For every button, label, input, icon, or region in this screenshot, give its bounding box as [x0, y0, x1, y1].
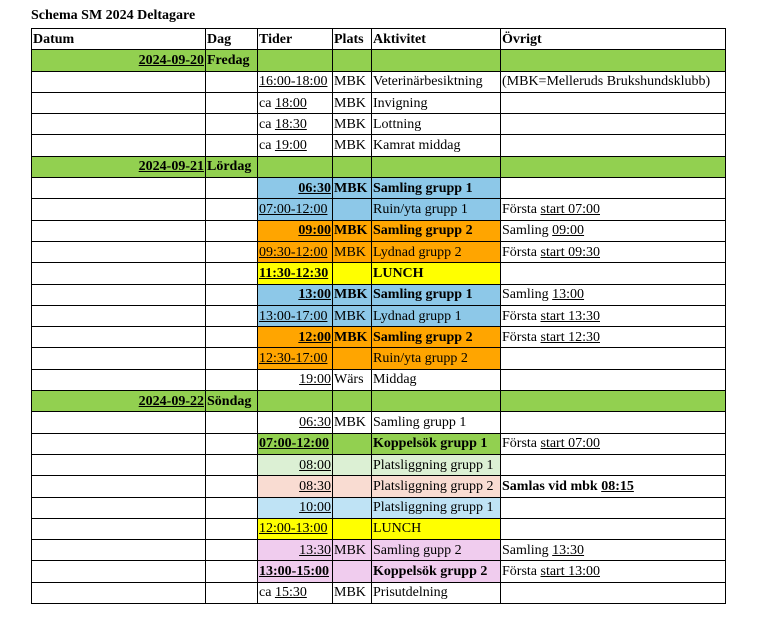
activity-cell: Lydnad grupp 1	[372, 305, 501, 326]
activity-cell: Lydnad grupp 2	[372, 241, 501, 262]
place-cell: MBK	[333, 178, 372, 199]
time-cell: 08:00	[258, 454, 333, 475]
time-cell: ca 18:30	[258, 114, 333, 135]
table-row	[32, 263, 726, 284]
place-cell	[333, 199, 372, 220]
activity-cell: Samling grupp 1	[372, 178, 501, 199]
place-cell	[333, 497, 372, 518]
note-cell: Samling 09:00	[501, 220, 726, 241]
time-cell: 08:30	[258, 476, 333, 497]
table-row	[32, 561, 726, 582]
place-cell	[333, 518, 372, 539]
table-row	[32, 92, 726, 113]
table-row	[32, 540, 726, 561]
place-cell	[333, 348, 372, 369]
table-row	[32, 199, 726, 220]
note-cell: Första start 07:00	[501, 199, 726, 220]
time-cell: 10:00	[258, 497, 333, 518]
table-row	[32, 71, 726, 92]
date-cell: 2024-09-20	[32, 50, 206, 71]
table-row	[32, 433, 726, 454]
activity-cell: Samling grupp 1	[372, 412, 501, 433]
activity-cell: LUNCH	[372, 263, 501, 284]
place-cell	[333, 454, 372, 475]
day-header-row	[32, 156, 726, 177]
activity-cell: Platsliggning grupp 2	[372, 476, 501, 497]
place-cell: MBK	[333, 327, 372, 348]
time-cell: 07:00-12:00	[258, 433, 333, 454]
place-cell: MBK	[333, 540, 372, 561]
table-row	[32, 454, 726, 475]
header-datum: Datum	[32, 29, 206, 50]
activity-cell: Platsliggning grupp 1	[372, 454, 501, 475]
table-row	[32, 582, 726, 603]
day-cell: Lördag	[206, 156, 258, 177]
place-cell: MBK	[333, 284, 372, 305]
note-cell: Samling 13:30	[501, 540, 726, 561]
place-cell: MBK	[333, 92, 372, 113]
table-row	[32, 114, 726, 135]
place-cell: MBK	[333, 135, 372, 156]
note-cell: Första start 13:30	[501, 305, 726, 326]
header-ovrigt: Övrigt	[501, 29, 726, 50]
header-plats: Plats	[333, 29, 372, 50]
table-row	[32, 241, 726, 262]
time-cell: 06:30	[258, 178, 333, 199]
table-row	[32, 284, 726, 305]
time-cell: ca 18:00	[258, 92, 333, 113]
note-cell: Samling 13:00	[501, 284, 726, 305]
activity-cell: Prisutdelning	[372, 582, 501, 603]
time-cell: 12:00	[258, 327, 333, 348]
activity-cell: Koppelsök grupp 1	[372, 433, 501, 454]
table-row	[32, 220, 726, 241]
place-cell	[333, 263, 372, 284]
activity-cell: Kamrat middag	[372, 135, 501, 156]
day-cell: Fredag	[206, 50, 258, 71]
header-row	[32, 29, 726, 50]
time-cell: 09:30-12:00	[258, 241, 333, 262]
activity-cell: Koppelsök grupp 2	[372, 561, 501, 582]
place-cell	[333, 561, 372, 582]
header-dag: Dag	[206, 29, 258, 50]
activity-cell: Ruin/yta grupp 2	[372, 348, 501, 369]
time-cell: 13:00-15:00	[258, 561, 333, 582]
time-cell: 13:00-17:00	[258, 305, 333, 326]
note-cell: (MBK=Melleruds Brukshundsklubb)	[501, 71, 726, 92]
note-cell: Samlas vid mbk 08:15	[501, 476, 726, 497]
table-row	[32, 135, 726, 156]
activity-cell: Veterinärbesiktning	[372, 71, 501, 92]
table-row	[32, 327, 726, 348]
time-cell: 19:00	[258, 369, 333, 390]
date-cell: 2024-09-22	[32, 391, 206, 412]
table-row	[32, 412, 726, 433]
time-cell: 12:00-13:00	[258, 518, 333, 539]
day-cell: Söndag	[206, 391, 258, 412]
place-cell: MBK	[333, 220, 372, 241]
place-cell	[333, 433, 372, 454]
activity-cell: Platsliggning grupp 1	[372, 497, 501, 518]
time-cell: 11:30-12:30	[258, 263, 333, 284]
place-cell: Wärs	[333, 369, 372, 390]
place-cell: MBK	[333, 71, 372, 92]
note-cell: Första start 13:00	[501, 561, 726, 582]
activity-cell: Samling grupp 2	[372, 220, 501, 241]
document-title: Schema SM 2024 Deltagare	[31, 8, 196, 23]
table-row	[32, 369, 726, 390]
schedule-table	[31, 28, 726, 604]
place-cell: MBK	[333, 114, 372, 135]
day-header-row	[32, 50, 726, 71]
table-row	[32, 178, 726, 199]
time-cell: 16:00-18:00	[258, 71, 333, 92]
day-header-row	[32, 391, 726, 412]
note-cell: Första start 07:00	[501, 433, 726, 454]
time-cell: 09:00	[258, 220, 333, 241]
table-row	[32, 476, 726, 497]
activity-cell: Ruin/yta grupp 1	[372, 199, 501, 220]
time-cell: 07:00-12:00	[258, 199, 333, 220]
time-cell: ca 15:30	[258, 582, 333, 603]
table-row	[32, 518, 726, 539]
activity-cell: Lottning	[372, 114, 501, 135]
time-cell: 12:30-17:00	[258, 348, 333, 369]
header-tider: Tider	[258, 29, 333, 50]
activity-cell: Samling grupp 2	[372, 327, 501, 348]
time-cell: 06:30	[258, 412, 333, 433]
time-cell: 13:30	[258, 540, 333, 561]
activity-cell: LUNCH	[372, 518, 501, 539]
place-cell: MBK	[333, 305, 372, 326]
table-row	[32, 305, 726, 326]
activity-cell: Middag	[372, 369, 501, 390]
table-row	[32, 348, 726, 369]
activity-cell: Samling gupp 2	[372, 540, 501, 561]
place-cell: MBK	[333, 412, 372, 433]
table-row	[32, 497, 726, 518]
activity-cell: Samling grupp 1	[372, 284, 501, 305]
time-cell: ca 19:00	[258, 135, 333, 156]
time-cell: 13:00	[258, 284, 333, 305]
place-cell: MBK	[333, 582, 372, 603]
place-cell	[333, 476, 372, 497]
note-cell: Första start 12:30	[501, 327, 726, 348]
place-cell: MBK	[333, 241, 372, 262]
header-aktivitet: Aktivitet	[372, 29, 501, 50]
date-cell: 2024-09-21	[32, 156, 206, 177]
note-cell: Första start 09:30	[501, 241, 726, 262]
activity-cell: Invigning	[372, 92, 501, 113]
